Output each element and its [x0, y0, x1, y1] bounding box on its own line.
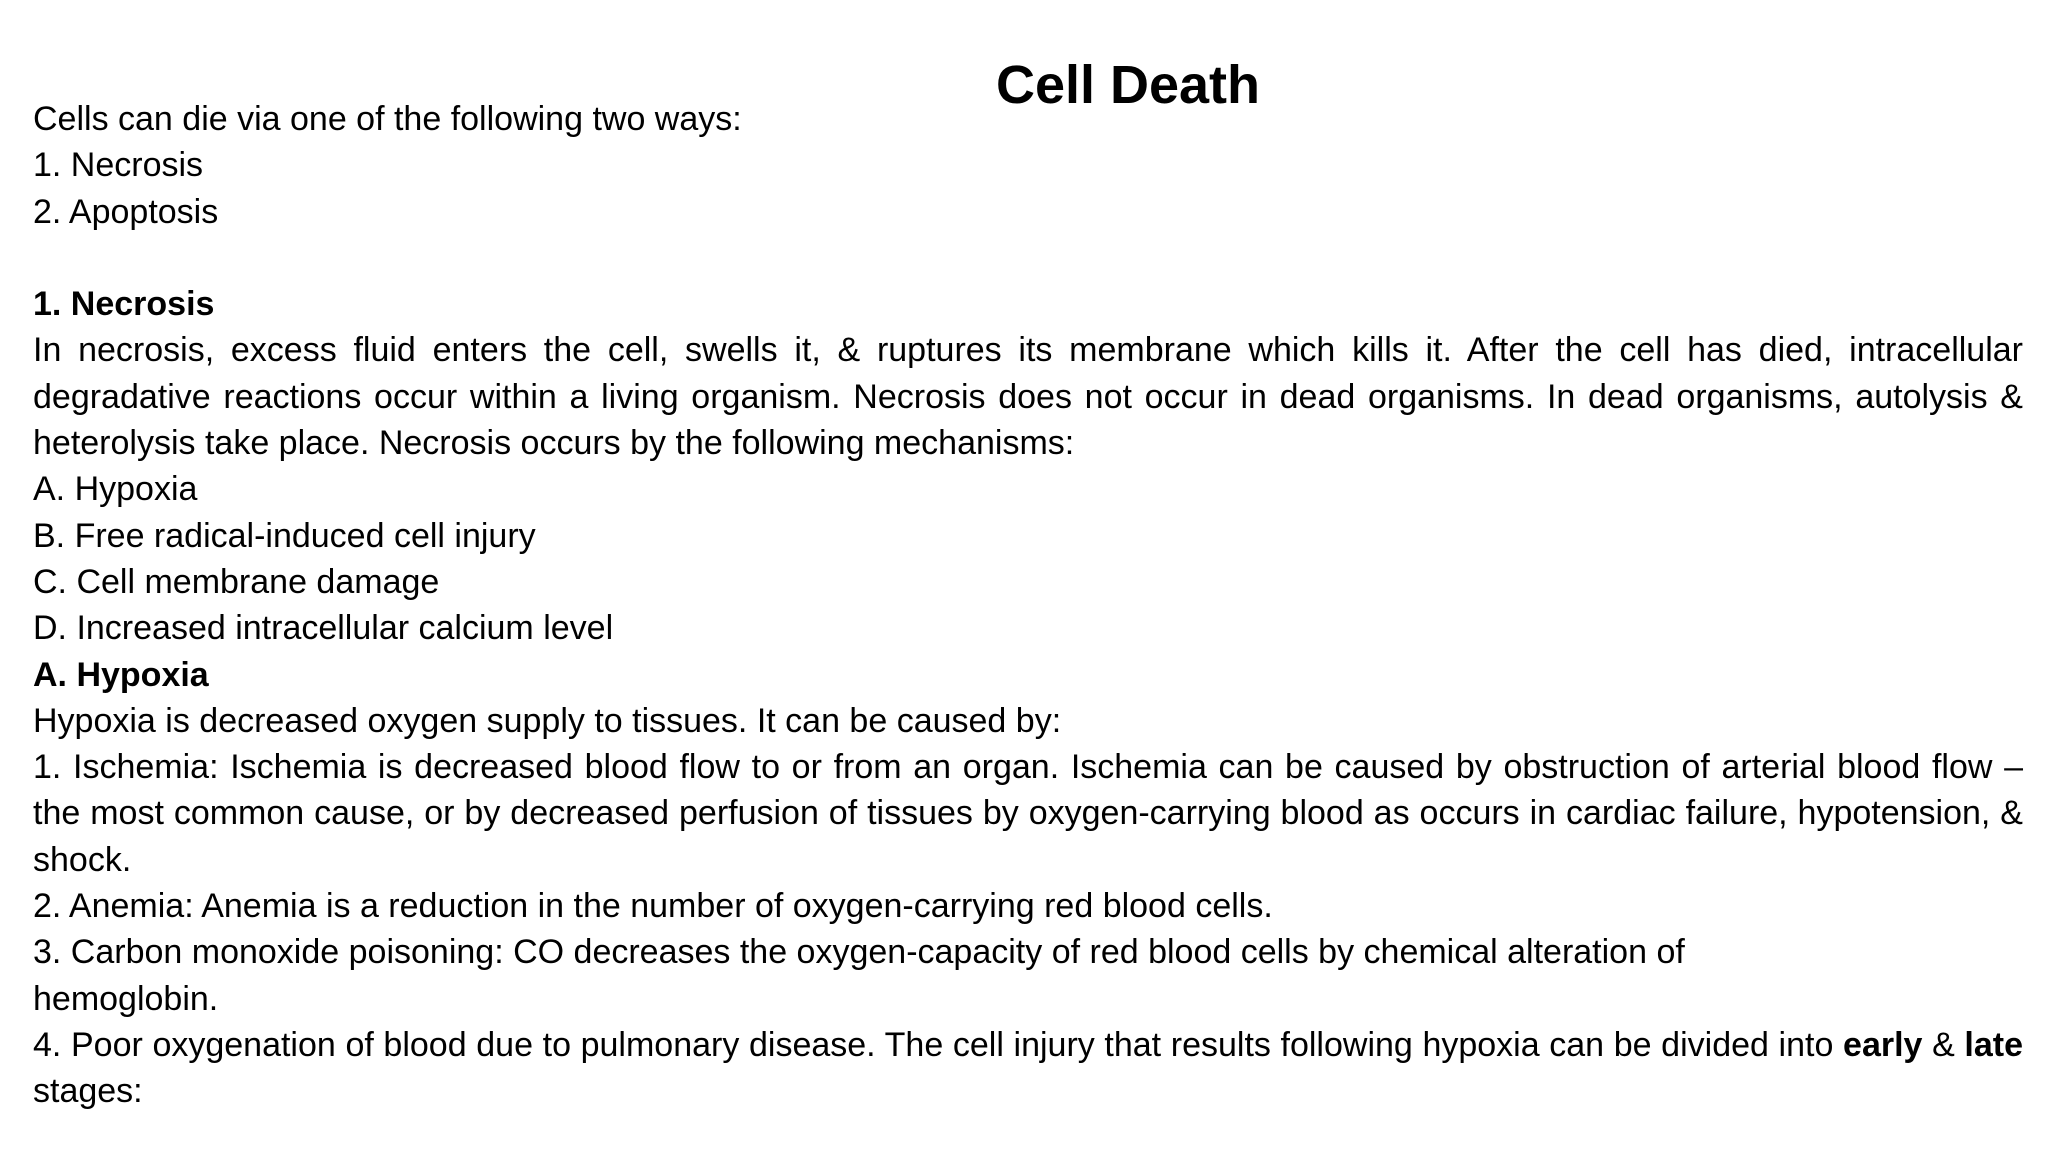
intro-item-necrosis: 1. Necrosis	[33, 146, 204, 185]
hypoxia-cause-co-line2: hemoglobin.	[33, 979, 219, 1018]
mechanism-item: A. Hypoxia	[33, 470, 198, 509]
necrosis-paragraph: In necrosis, excess fluid enters the cell, swells it, & ruptures its membrane which kills it. After the cell has died, intracellular degradative reactions occur within a living organism. Necrosis does not occur in dead organisms. In dead organisms, autolysis & heterolysis take place. Necrosis occurs by the following mechanisms:	[33, 331, 2023, 463]
early-term: early	[1843, 1025, 1923, 1064]
mechanism-item: C. Cell membrane damage	[33, 562, 440, 601]
late-term: late	[1964, 1025, 2023, 1064]
pulmonary-text: 4. Poor oxygenation of blood due to pulmonary disease. The cell injury that results following hypoxia can be divided into	[33, 1025, 1834, 1064]
mechanism-item: D. Increased intracellular calcium level	[33, 609, 614, 648]
hypoxia-lead: Hypoxia is decreased oxygen supply to tissues. It can be caused by:	[33, 701, 1062, 740]
hypoxia-cause-ischemia: 1. Ischemia: Ischemia is decreased blood flow to or from an organ. Ischemia can be caused by obstruction of arterial blood flow – the most common cause, or by decreased perfusion of tissues by oxygen-carrying blood as occurs in cardiac failure, hypotension, & shock.	[33, 748, 2023, 879]
mechanism-item: B. Free radical-induced cell injury	[33, 516, 536, 555]
necrosis-heading: 1. Necrosis	[33, 285, 215, 324]
spacer	[33, 235, 2023, 281]
hypoxia-cause-anemia: 2. Anemia: Anemia is a reduction in the number of oxygen-carrying red blood cells.	[33, 887, 1273, 926]
page-title: Cell Death	[995, 55, 1261, 115]
slide-content	[33, 96, 2023, 1115]
stages-text: stages:	[33, 1072, 143, 1111]
hypoxia-cause-co-line1: 3. Carbon monoxide poisoning: CO decreases the oxygen-capacity of red blood cells by chemical alteration of	[33, 933, 1685, 972]
ampersand: &	[1932, 1025, 1955, 1064]
intro-lead: Cells can die via one of the following two ways:	[33, 100, 742, 138]
intro-item-apoptosis: 2. Apoptosis	[33, 192, 219, 231]
hypoxia-cause-pulmonary	[33, 1022, 2023, 1115]
hypoxia-heading: A. Hypoxia	[33, 655, 209, 694]
